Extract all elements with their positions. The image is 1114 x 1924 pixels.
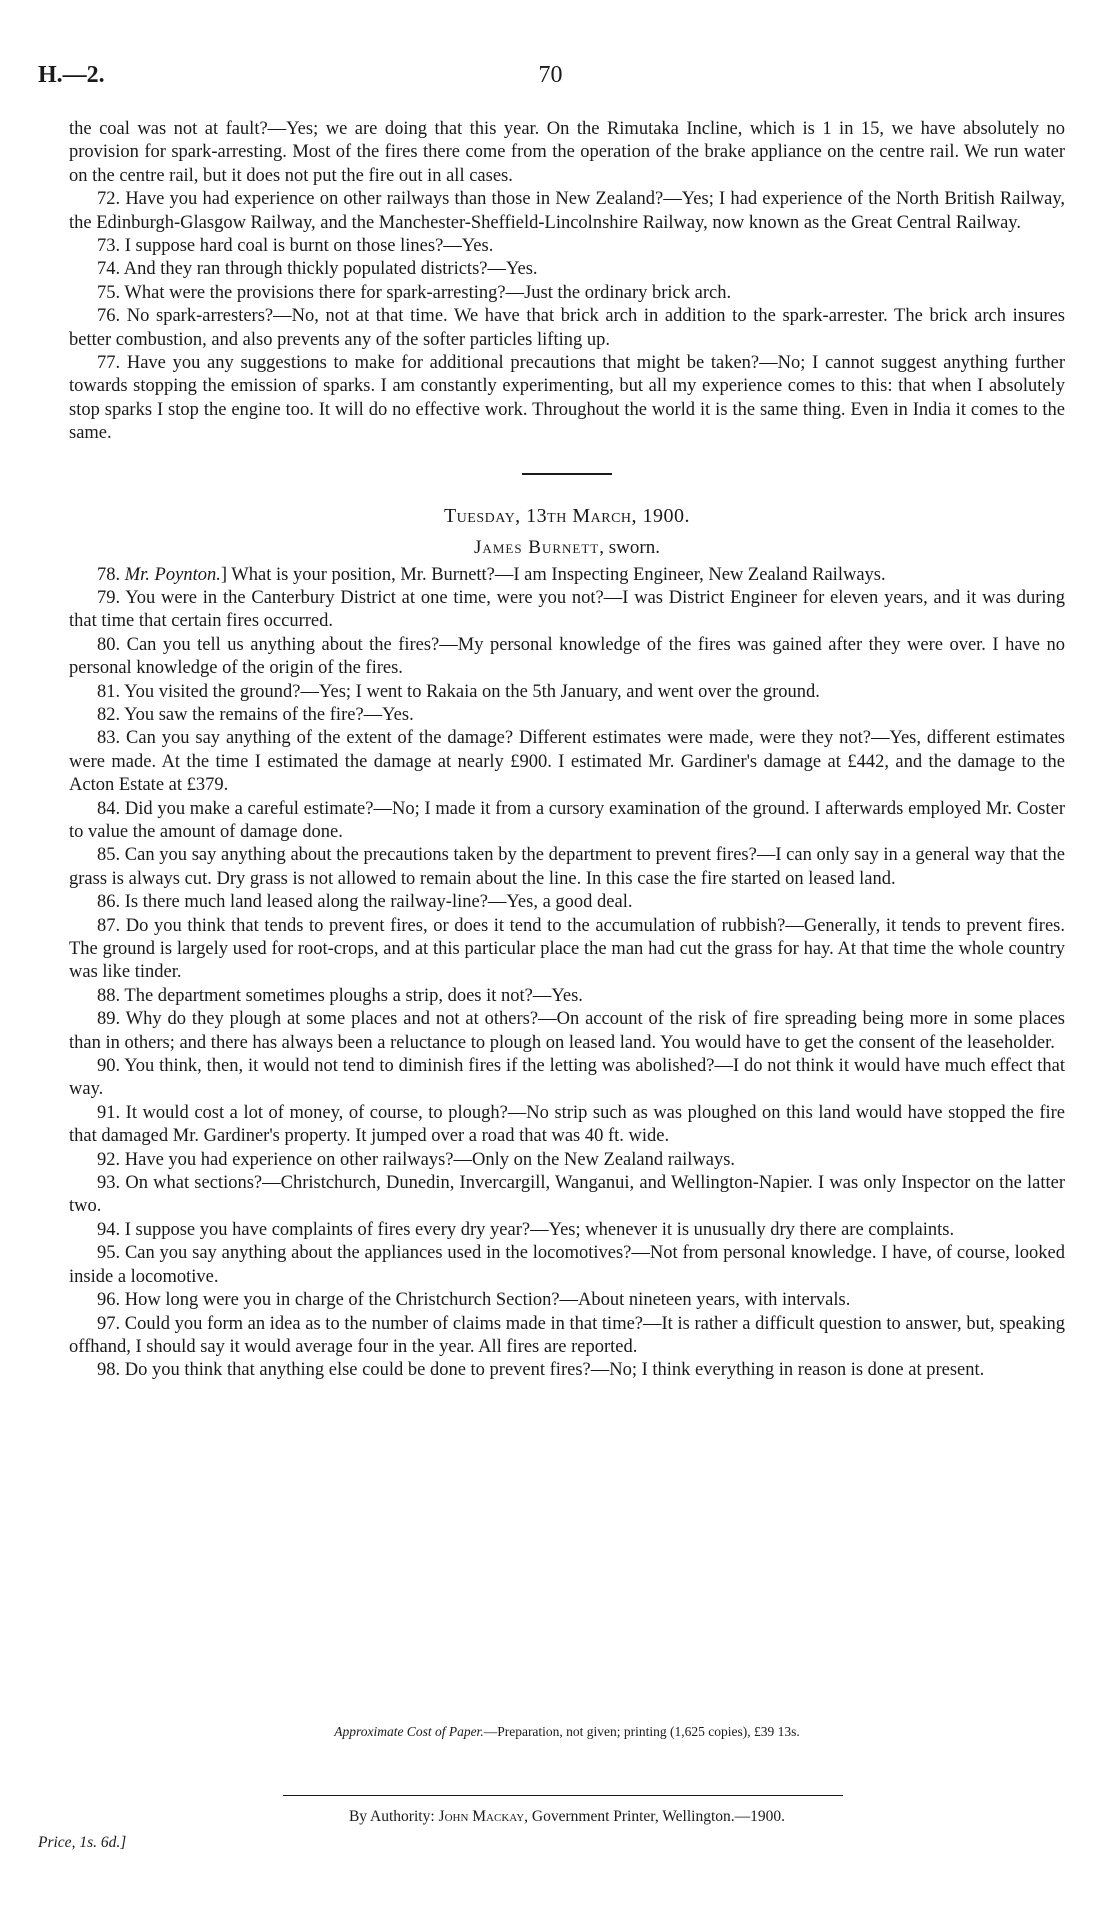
cost-label: Approximate Cost of Paper. bbox=[334, 1724, 484, 1739]
cost-of-paper-note bbox=[69, 1724, 1065, 1740]
witness-name: James Burnett bbox=[474, 537, 600, 559]
printer-imprint bbox=[69, 1808, 1065, 1826]
evidence-paragraph-75: 75. What were the provisions there for spark-arresting?—Just the ordinary brick arch. bbox=[97, 282, 732, 303]
section-divider bbox=[522, 473, 612, 475]
evidence-paragraph-76: 76. No spark-arresters?—No, not at that time. We have that brick arch in addition to the spark-arrester. The brick arch insures better combustion, and also prevents any of the softer particles lifting up. bbox=[69, 306, 1065, 350]
authority-prefix: By Authority: bbox=[348, 1808, 439, 1825]
page-code: H.—2. bbox=[38, 62, 105, 88]
evidence-paragraph-94: 94. I suppose you have complaints of fires every dry year?—Yes; whenever it is unusually dry there are complaints. bbox=[97, 1219, 955, 1240]
evidence-paragraph-74: 74. And they ran through thickly populated districts?—Yes. bbox=[97, 259, 538, 280]
examiner-name: Mr. Poynton. bbox=[124, 564, 221, 585]
evidence-paragraph-72: 72. Have you had experience on other railways than those in New Zealand?—Yes; I had experience of the North British Railway, the Edinburgh-Glasgow Railway, and the Manchester-Sheffield-Lincolnshire Railway, now known as the Great Central Railway. bbox=[69, 189, 1065, 233]
session-date: Tuesday, 13th March, 1900. bbox=[443, 504, 691, 527]
session-witness bbox=[69, 536, 1065, 559]
question-number: 78. bbox=[97, 564, 121, 585]
cost-text: —Preparation, not given; printing (1,625 copies), £39 13s. bbox=[483, 1724, 800, 1739]
evidence-paragraph-82: 82. You saw the remains of the fire?—Yes. bbox=[97, 704, 414, 725]
continuation-paragraph: the coal was not at fault?—Yes; we are doing that this year. On the Rimutaka Incline, which is 1 in 15, we have absolutely no provision for spark-arresting. Most of the fires there come from the operation of the brake appliance on the centre rail. We run water on the centre rail, but it does not put the fire out in all cases. bbox=[69, 119, 1065, 186]
evidence-paragraph-87: 87. Do you think that tends to prevent fires, or does it tend to the accumulation of rubbish?—Generally, it tends to prevent fires. The ground is largely used for root-crops, and at this particular place the man had cut the grass for hay. At that time the whole country was like tinder. bbox=[69, 915, 1065, 983]
evidence-paragraph-73: 73. I suppose hard coal is burnt on those lines?—Yes. bbox=[97, 236, 494, 257]
evidence-paragraph-88: 88. The department sometimes ploughs a strip, does it not?—Yes. bbox=[97, 985, 583, 1006]
second-section bbox=[69, 587, 1065, 1383]
evidence-paragraph-77: 77. Have you any suggestions to make for additional precautions that might be taken?—No; I cannot suggest anything further towards stopping the emission of sparks. I am constantly experimenting, but all my experience comes to this: that when I absolutely stop sparks I stop the engine too. It will do no effective work. Throughout the world it is the same thing. Even in India it comes to the same. bbox=[69, 353, 1065, 444]
evidence-paragraph-96: 96. How long were you in charge of the Christchurch Section?—About nineteen years, with intervals. bbox=[97, 1290, 851, 1311]
question-text: ] What is your position, Mr. Burnett?—I am Inspecting Engineer, New Zealand Railways. bbox=[220, 564, 886, 585]
footer-rule bbox=[283, 1795, 843, 1796]
printer-suffix: , Government Printer, Wellington.—1900. bbox=[524, 1808, 786, 1825]
first-section bbox=[69, 188, 1065, 445]
evidence-paragraph-91: 91. It would cost a lot of money, of course, to plough?—No strip such as was ploughed on this land would have stopped the fire that damaged Mr. Gardiner's property. It jumped over a road that was 40 ft. wide. bbox=[69, 1102, 1065, 1147]
evidence-paragraph-86: 86. Is there much land leased along the railway-line?—Yes, a good deal. bbox=[97, 892, 633, 913]
evidence-paragraph-85: 85. Can you say anything about the precautions taken by the department to prevent fires?—I can only say in a general way that the grass is always cut. Dry grass is not allowed to remain about the line. In this case the fire started on leased land. bbox=[69, 845, 1065, 889]
evidence-paragraph-89: 89. Why do they plough at some places and not at others?—On account of the risk of fire spreading being more in some places than in others; and there has always been a reluctance to plough on leased land. You would have to get the consent of the leaseholder. bbox=[69, 1009, 1065, 1053]
evidence-paragraph-97: 97. Could you form an idea as to the number of claims made in that time?—It is rather a difficult question to answer, but, speaking offhand, I should say it would average four in the year. All fires are reported. bbox=[69, 1313, 1065, 1357]
printer-name: John Mackay bbox=[438, 1808, 525, 1825]
witness-status: , sworn. bbox=[599, 537, 660, 559]
page-header bbox=[38, 62, 1063, 98]
page-number: 70 bbox=[538, 62, 563, 88]
evidence-paragraph-92: 92. Have you had experience on other railways?—Only on the New Zealand railways. bbox=[97, 1149, 736, 1170]
evidence-paragraph-80: 80. Can you tell us anything about the fires?—My personal knowledge of the fires was gained after they were over. I have no personal knowledge of the origin of the fires. bbox=[69, 634, 1065, 679]
evidence-paragraph-81: 81. You visited the ground?—Yes; I went to Rakaia on the 5th January, and went over the ground. bbox=[97, 681, 820, 702]
evidence-paragraph-93: 93. On what sections?—Christchurch, Dunedin, Invercargill, Wanganui, and Wellington-Napier. I was only Inspector on the latter two. bbox=[69, 1173, 1065, 1217]
document-body bbox=[69, 118, 1065, 1383]
evidence-paragraph-84: 84. Did you make a careful estimate?—No; I made it from a cursory examination of the ground. I afterwards employed Mr. Coster to value the amount of damage done. bbox=[69, 798, 1065, 842]
evidence-paragraph-83: 83. Can you say anything of the extent of the damage? Different estimates were made, were they not?—Yes, different estimates were made. At the time I estimated the damage at nearly £900. I estimated Mr. Gardiner's damage at £442, and the damage to the Acton Estate at £379. bbox=[69, 728, 1065, 796]
evidence-paragraph-90: 90. You think, then, it would not tend to diminish fires if the letting was abolished?—I do not think it would have much effect that way. bbox=[69, 1056, 1065, 1100]
evidence-paragraph-78 bbox=[69, 564, 1065, 587]
price-note: Price, 1s. 6d.] bbox=[38, 1834, 127, 1851]
evidence-paragraph-79: 79. You were in the Canterbury District at one time, were you not?—I was District Engineer for eleven years, and it was during that time that certain fires occurred. bbox=[69, 587, 1065, 632]
evidence-paragraph-98: 98. Do you think that anything else could be done to prevent fires?—No; I think everything in reason is done at present. bbox=[97, 1360, 985, 1381]
evidence-paragraph-95: 95. Can you say anything about the appliances used in the locomotives?—Not from personal knowledge. I have, of course, looked inside a locomotive. bbox=[69, 1243, 1065, 1287]
